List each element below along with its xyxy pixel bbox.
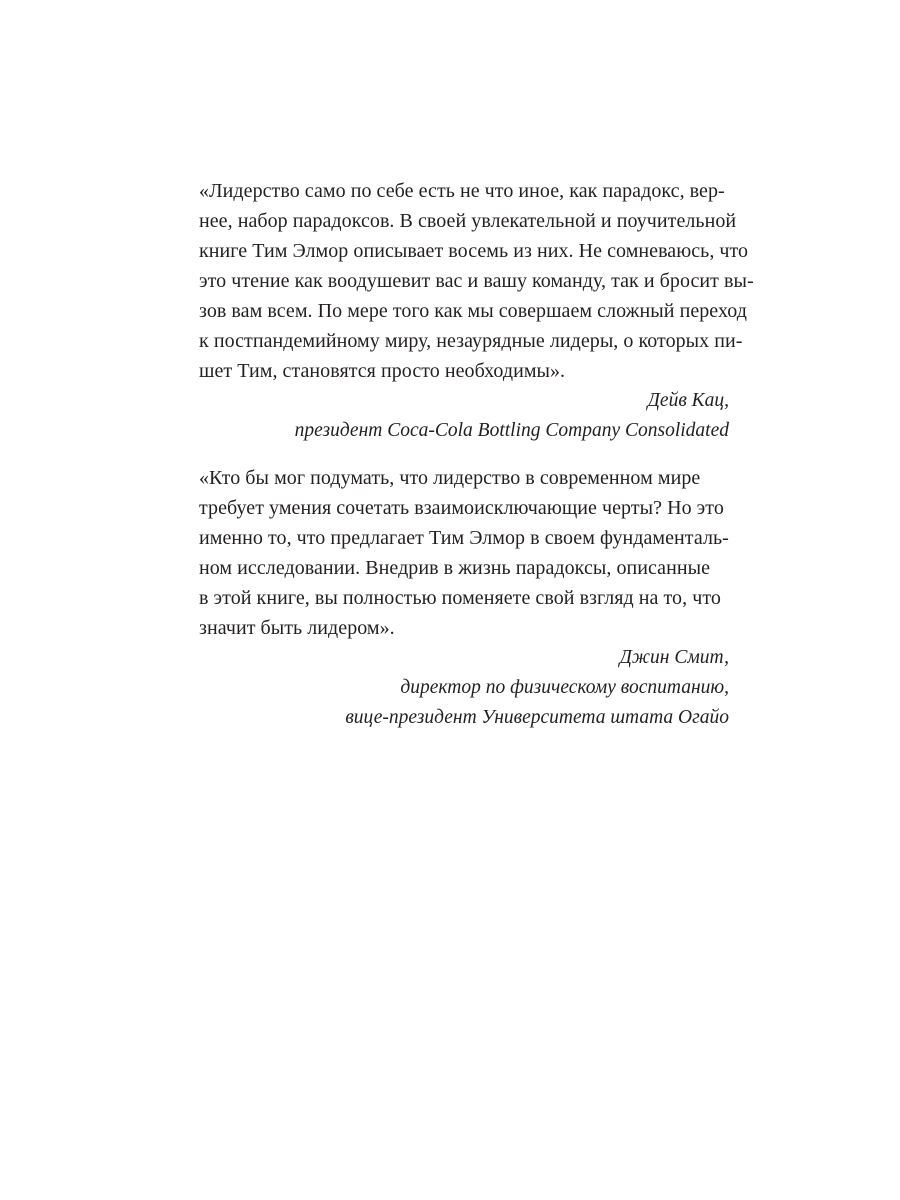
quote-line: ном исследовании. Внедрив в жизнь парадоксы, описанные [199,557,711,579]
testimonial-2 [199,463,734,733]
testimonial-1 [199,176,754,446]
quote-line: «Кто бы мог подумать, что лидерство в современном мире [199,467,701,489]
quote-line: в этой книге, вы полностью поменяете свой взгляд на то, что [199,587,721,609]
testimonial-1-quote [199,176,754,386]
quote-line: «Лидерство само по себе есть не что иное, как парадокс, вер- [199,180,725,202]
quote-line: именно то, что предлагает Тим Элмор в своем фундаменталь- [199,527,729,549]
testimonial-1-attribution [199,386,734,446]
quote-line: требует умения сочетать взаимоисключающие черты? Но это [199,497,724,519]
quote-line: это чтение как воодушевит вас и вашу команду, так и бросит вы- [199,270,754,292]
quote-line: шет Тим, становятся просто необходимы». [199,360,566,382]
attribution-title: президент Coca-Cola Bottling Company Consolidated [294,420,729,441]
testimonial-2-quote [199,463,734,643]
quote-line: к постпандемийному миру, незаурядные лидеры, о которых пи- [199,330,743,352]
attribution-name: Дейв Кац, [647,390,729,411]
quote-line: книге Тим Элмор описывает восемь из них. Не сомневаюсь, что [199,240,749,262]
quote-line: нее, набор парадоксов. В своей увлекательной и поучительной [199,210,737,232]
quote-line: зов вам всем. По мере того как мы совершаем сложный переход [199,300,747,322]
attribution-title: директор по физическому воспитанию, [400,677,729,698]
quote-line: значит быть лидером». [199,617,395,639]
attribution-title: вице-президент Университета штата Огайо [345,707,729,728]
attribution-name: Джин Смит, [619,647,729,668]
testimonial-2-attribution [199,643,734,733]
